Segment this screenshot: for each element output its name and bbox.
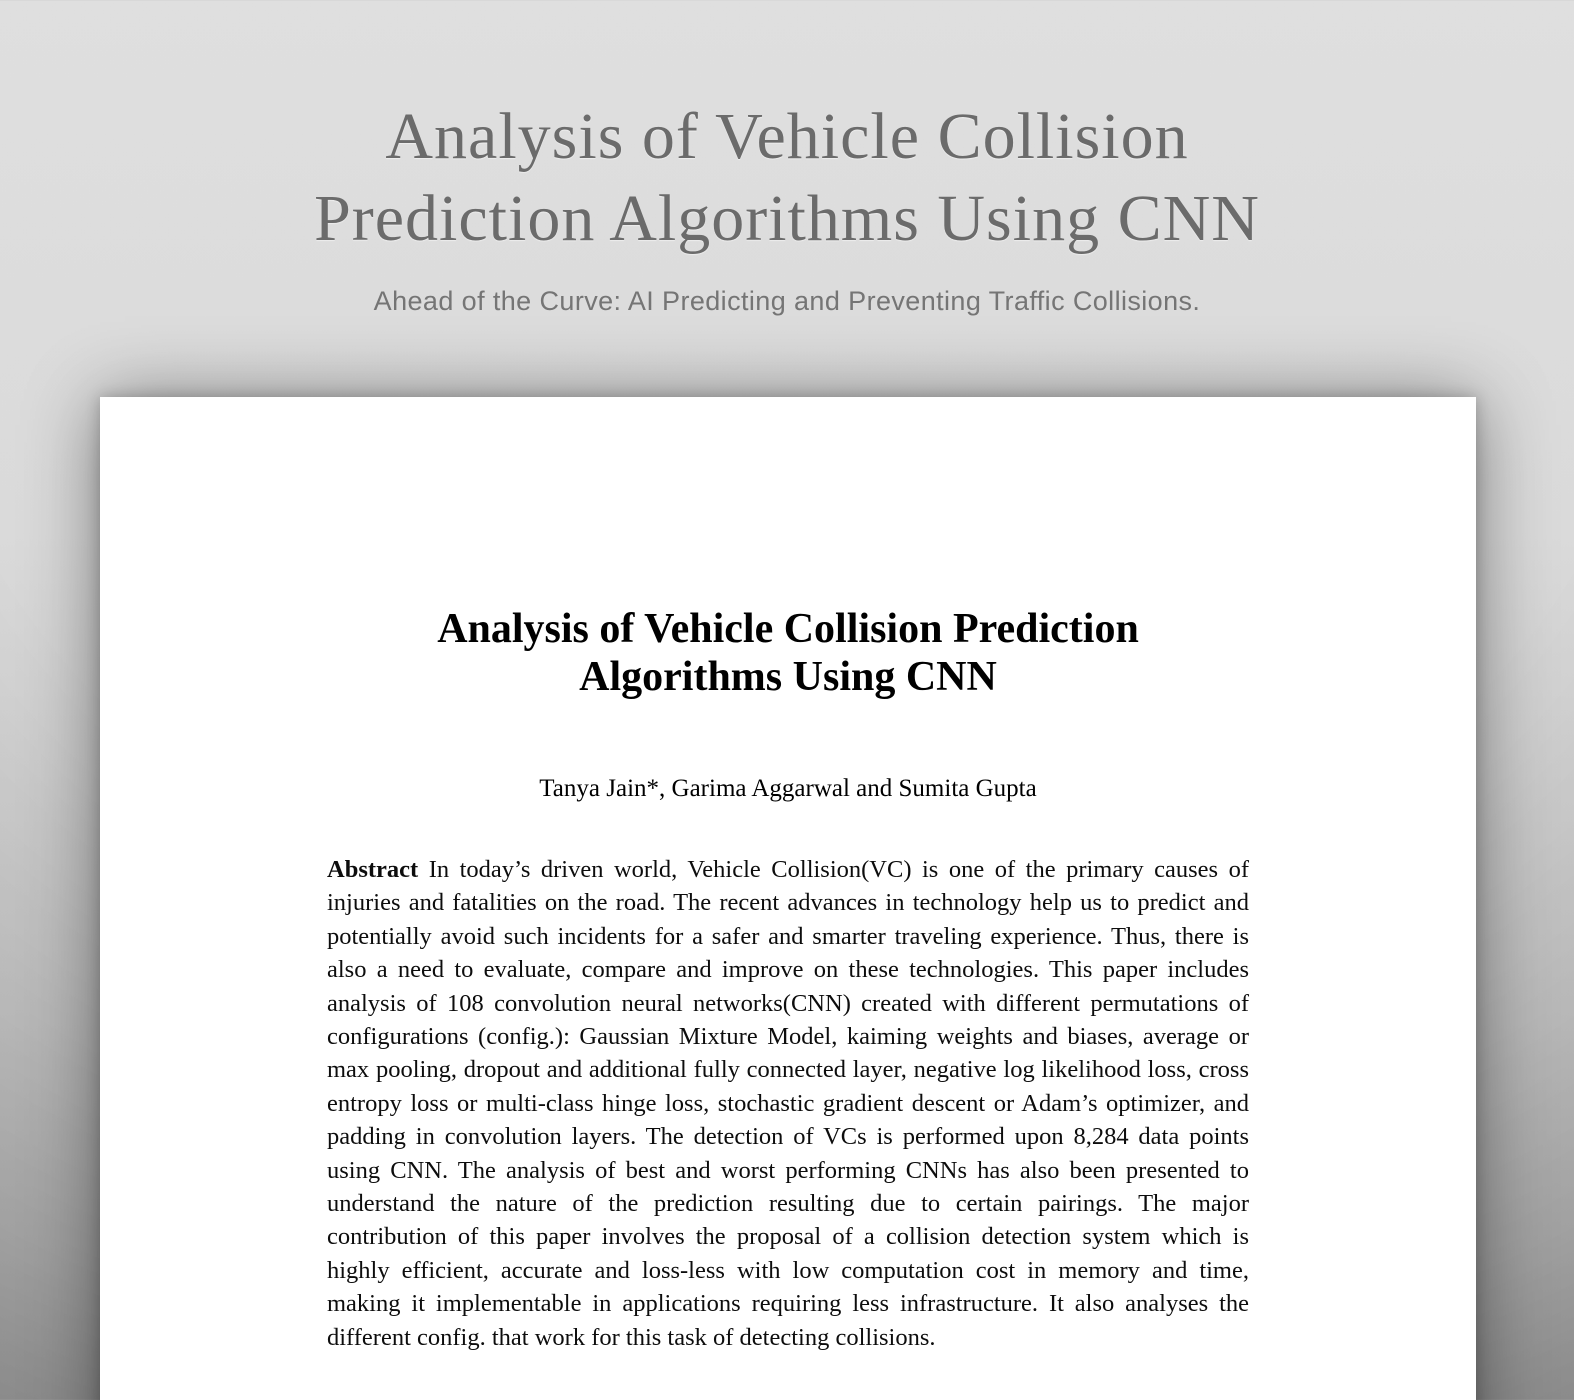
hero-title bbox=[0, 96, 1574, 260]
paper-authors: Tanya Jain*, Garima Aggarwal and Sumita Gupta bbox=[539, 775, 1037, 802]
paper-title-line-1: Analysis of Vehicle Collision Prediction bbox=[437, 606, 1139, 652]
paper-page bbox=[100, 397, 1476, 1400]
paper-title bbox=[327, 605, 1249, 701]
hero-header bbox=[0, 0, 1574, 317]
abstract-text: In today’s driven world, Vehicle Collision(VC) is one of the primary causes of injuries and fatalities on the road. The recent advances in technology help us to predict and potentially avoid such incidents for a safer and smarter traveling experience. Thus, there is also a need to evaluate, compare and improve on these technologies. This paper includes analysis of 108 convolution neural networks(CNN) created with different permutations of configurations (config.): Gaussian Mixture Model, kaiming weights and biases, average or max pooling, dropout and additional fully connected layer, negative log likelihood loss, cross entropy loss or multi-class hinge loss, stochastic gradient descent or Adam’s optimizer, and padding in convolution layers. The detection of VCs is performed upon 8,284 data points using CNN. The analysis of best and worst performing CNNs has also been presented to understand the nature of the prediction resulting due to certain pairings. The major contribution of this paper involves the proposal of a collision detection system which is highly efficient, accurate and loss-less with low computation cost in memory and time, making it implementable in applications requiring less infrastructure. It also analyses the different config. that work for this task of detecting collisions. bbox=[327, 856, 1250, 1351]
hero-title-line-2: Prediction Algorithms Using CNN bbox=[314, 182, 1260, 255]
paper-title-line-2: Algorithms Using CNN bbox=[579, 654, 997, 700]
paper-abstract bbox=[327, 853, 1249, 1354]
paper-content-column bbox=[327, 397, 1249, 1354]
hero-title-line-1: Analysis of Vehicle Collision bbox=[385, 100, 1189, 173]
hero-subtitle: Ahead of the Curve: AI Predicting and Preventing Traffic Collisions. bbox=[373, 286, 1201, 316]
abstract-label: Abstract bbox=[327, 856, 419, 883]
